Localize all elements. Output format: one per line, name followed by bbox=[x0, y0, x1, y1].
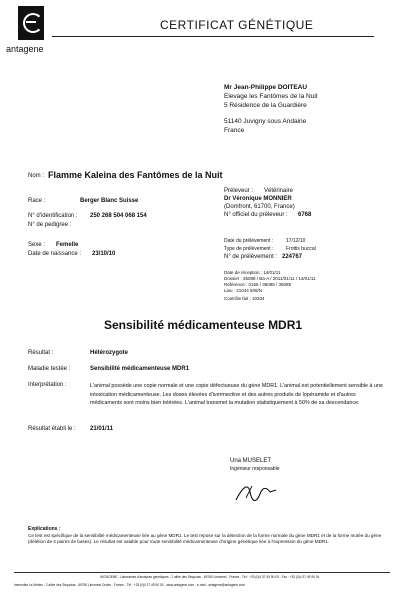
owner-line4: France bbox=[224, 127, 245, 134]
footer-line-1: ANTAGENE - Laboratoire d'analyses génétiques - 2 allée des Séquoias - 69760 Limonest - France - Tél : +33 (0)4 37 49 90 03 - Fax : +33 (0)4 37 49 90 04 bbox=[100, 575, 320, 579]
logo-text: antagene bbox=[6, 44, 44, 54]
sample-type: Frottis buccal bbox=[286, 246, 316, 252]
footer-divider bbox=[14, 572, 390, 573]
sexe-label: Sexe : bbox=[28, 242, 46, 248]
section-title: Sensibilité médicamenteuse MDR1 bbox=[104, 318, 303, 332]
analysis-line-2: Dossier : 35088 / Ba-A / 2011/01/11 / 14/01/11 bbox=[224, 276, 316, 281]
maladie-label: Maladie testée : bbox=[28, 366, 71, 372]
preleveur-label: Préleveur : bbox=[224, 188, 254, 194]
pedigree-label: N° de pedigree : bbox=[28, 222, 72, 228]
race-label: Race : bbox=[28, 198, 46, 204]
sample-type-label: Type de prélèvement : bbox=[224, 246, 274, 252]
interpretation: L'animal possède une copie normale et une copie défectueuse du gène MDR1. L'animal est potentiellement sensible à une intoxication médicamenteuse. Les doses élevées d'ivermectine et des autres produits de lopéramide et d'autres médicaments sont moins bien tolérées. L'animal transmet la mutation statistiquement à 50% de sa descendance. bbox=[90, 383, 384, 406]
sample-num-label: N° de prélèvement : bbox=[224, 254, 278, 260]
footer-line-2: Immeuble La Mérieu - 2 allée des Séquoias - 69760 Limonest Cedex - France - Tél : +33 (0)4 37 49 90 03 - www.antagene.com - e-mail : antagene@antagene.com bbox=[14, 583, 245, 587]
result-date-label: Résultat établi le : bbox=[28, 426, 76, 432]
resultat: Hétérozygote bbox=[90, 350, 129, 356]
signatory-title: Ingénieur responsable bbox=[230, 466, 280, 472]
animal-name: Flamme Kaleina des Fantômes de la Nuit bbox=[48, 170, 223, 180]
vet-num-label: N° officiel du préleveur : bbox=[224, 212, 288, 218]
name-label: Nom : bbox=[28, 173, 45, 179]
explanations-text: Ce test est spécifique de la sensibilité médicamenteuse liée au gène MDR1. Le test repose sur la détection de la forme normale du gène MDR1 et de la forme mutée du gène (délétion de 4 paires de bases). Le résultat est valable pour toute sensibilité médicamenteuse d'origine génétique liée à l'expression du gène MDR1. bbox=[28, 533, 382, 545]
sample-num: 224767 bbox=[282, 254, 303, 260]
owner-line1: Elevage les Fantômes de la Nuit bbox=[224, 93, 318, 100]
interp-label: Interprétation : bbox=[28, 382, 67, 388]
race: Berger Blanc Suisse bbox=[80, 198, 139, 204]
vet-location: (Domfront, 61700, France) bbox=[224, 204, 295, 210]
analysis-line-4: Lieu : 21044 505/N bbox=[224, 288, 263, 293]
analysis-line-1: Date de réception : 14/01/11 bbox=[224, 270, 281, 275]
resultat-label: Résultat : bbox=[28, 350, 54, 356]
result-date: 21/01/11 bbox=[90, 426, 114, 432]
sample-date-label: Date du prélèvement : bbox=[224, 238, 274, 244]
vet-num: 6768 bbox=[298, 212, 312, 218]
maladie: Sensibilité médicamenteuse MDR1 bbox=[90, 366, 190, 372]
naissance: 23/10/10 bbox=[92, 251, 116, 257]
sexe: Femelle bbox=[56, 242, 79, 248]
certificate-title: CERTIFICAT GÉNÉTIQUE bbox=[160, 18, 314, 32]
logo-mark-icon bbox=[18, 6, 44, 40]
signatory-name: Una MUSELET bbox=[230, 458, 272, 464]
analysis-line-5: Contrôle fait : 10334 bbox=[224, 296, 265, 301]
ident-label: N° d'identification : bbox=[28, 213, 78, 219]
ident: 250 268 504 068 154 bbox=[90, 213, 147, 219]
signature-image bbox=[230, 478, 280, 508]
analysis-line-3: Référence : 0156 / 35088 / 35088 bbox=[224, 282, 292, 287]
naissance-label: Date de naissance : bbox=[28, 251, 82, 257]
owner-line3: 51140 Juvigny sous Andaine bbox=[224, 118, 307, 125]
preleveur: Vétérinaire bbox=[264, 188, 294, 194]
vet-doctor: Dr Véronique MONNIER bbox=[224, 196, 292, 202]
owner-name: Mr Jean-Philippe DOITEAU bbox=[224, 84, 308, 91]
sample-date: 17/12/10 bbox=[286, 238, 306, 244]
title-divider bbox=[52, 36, 374, 37]
owner-line2: 5 Résidence de la Guardière bbox=[224, 102, 307, 109]
explanations-label: Explications : bbox=[28, 526, 61, 532]
antagene-logo bbox=[6, 6, 50, 58]
